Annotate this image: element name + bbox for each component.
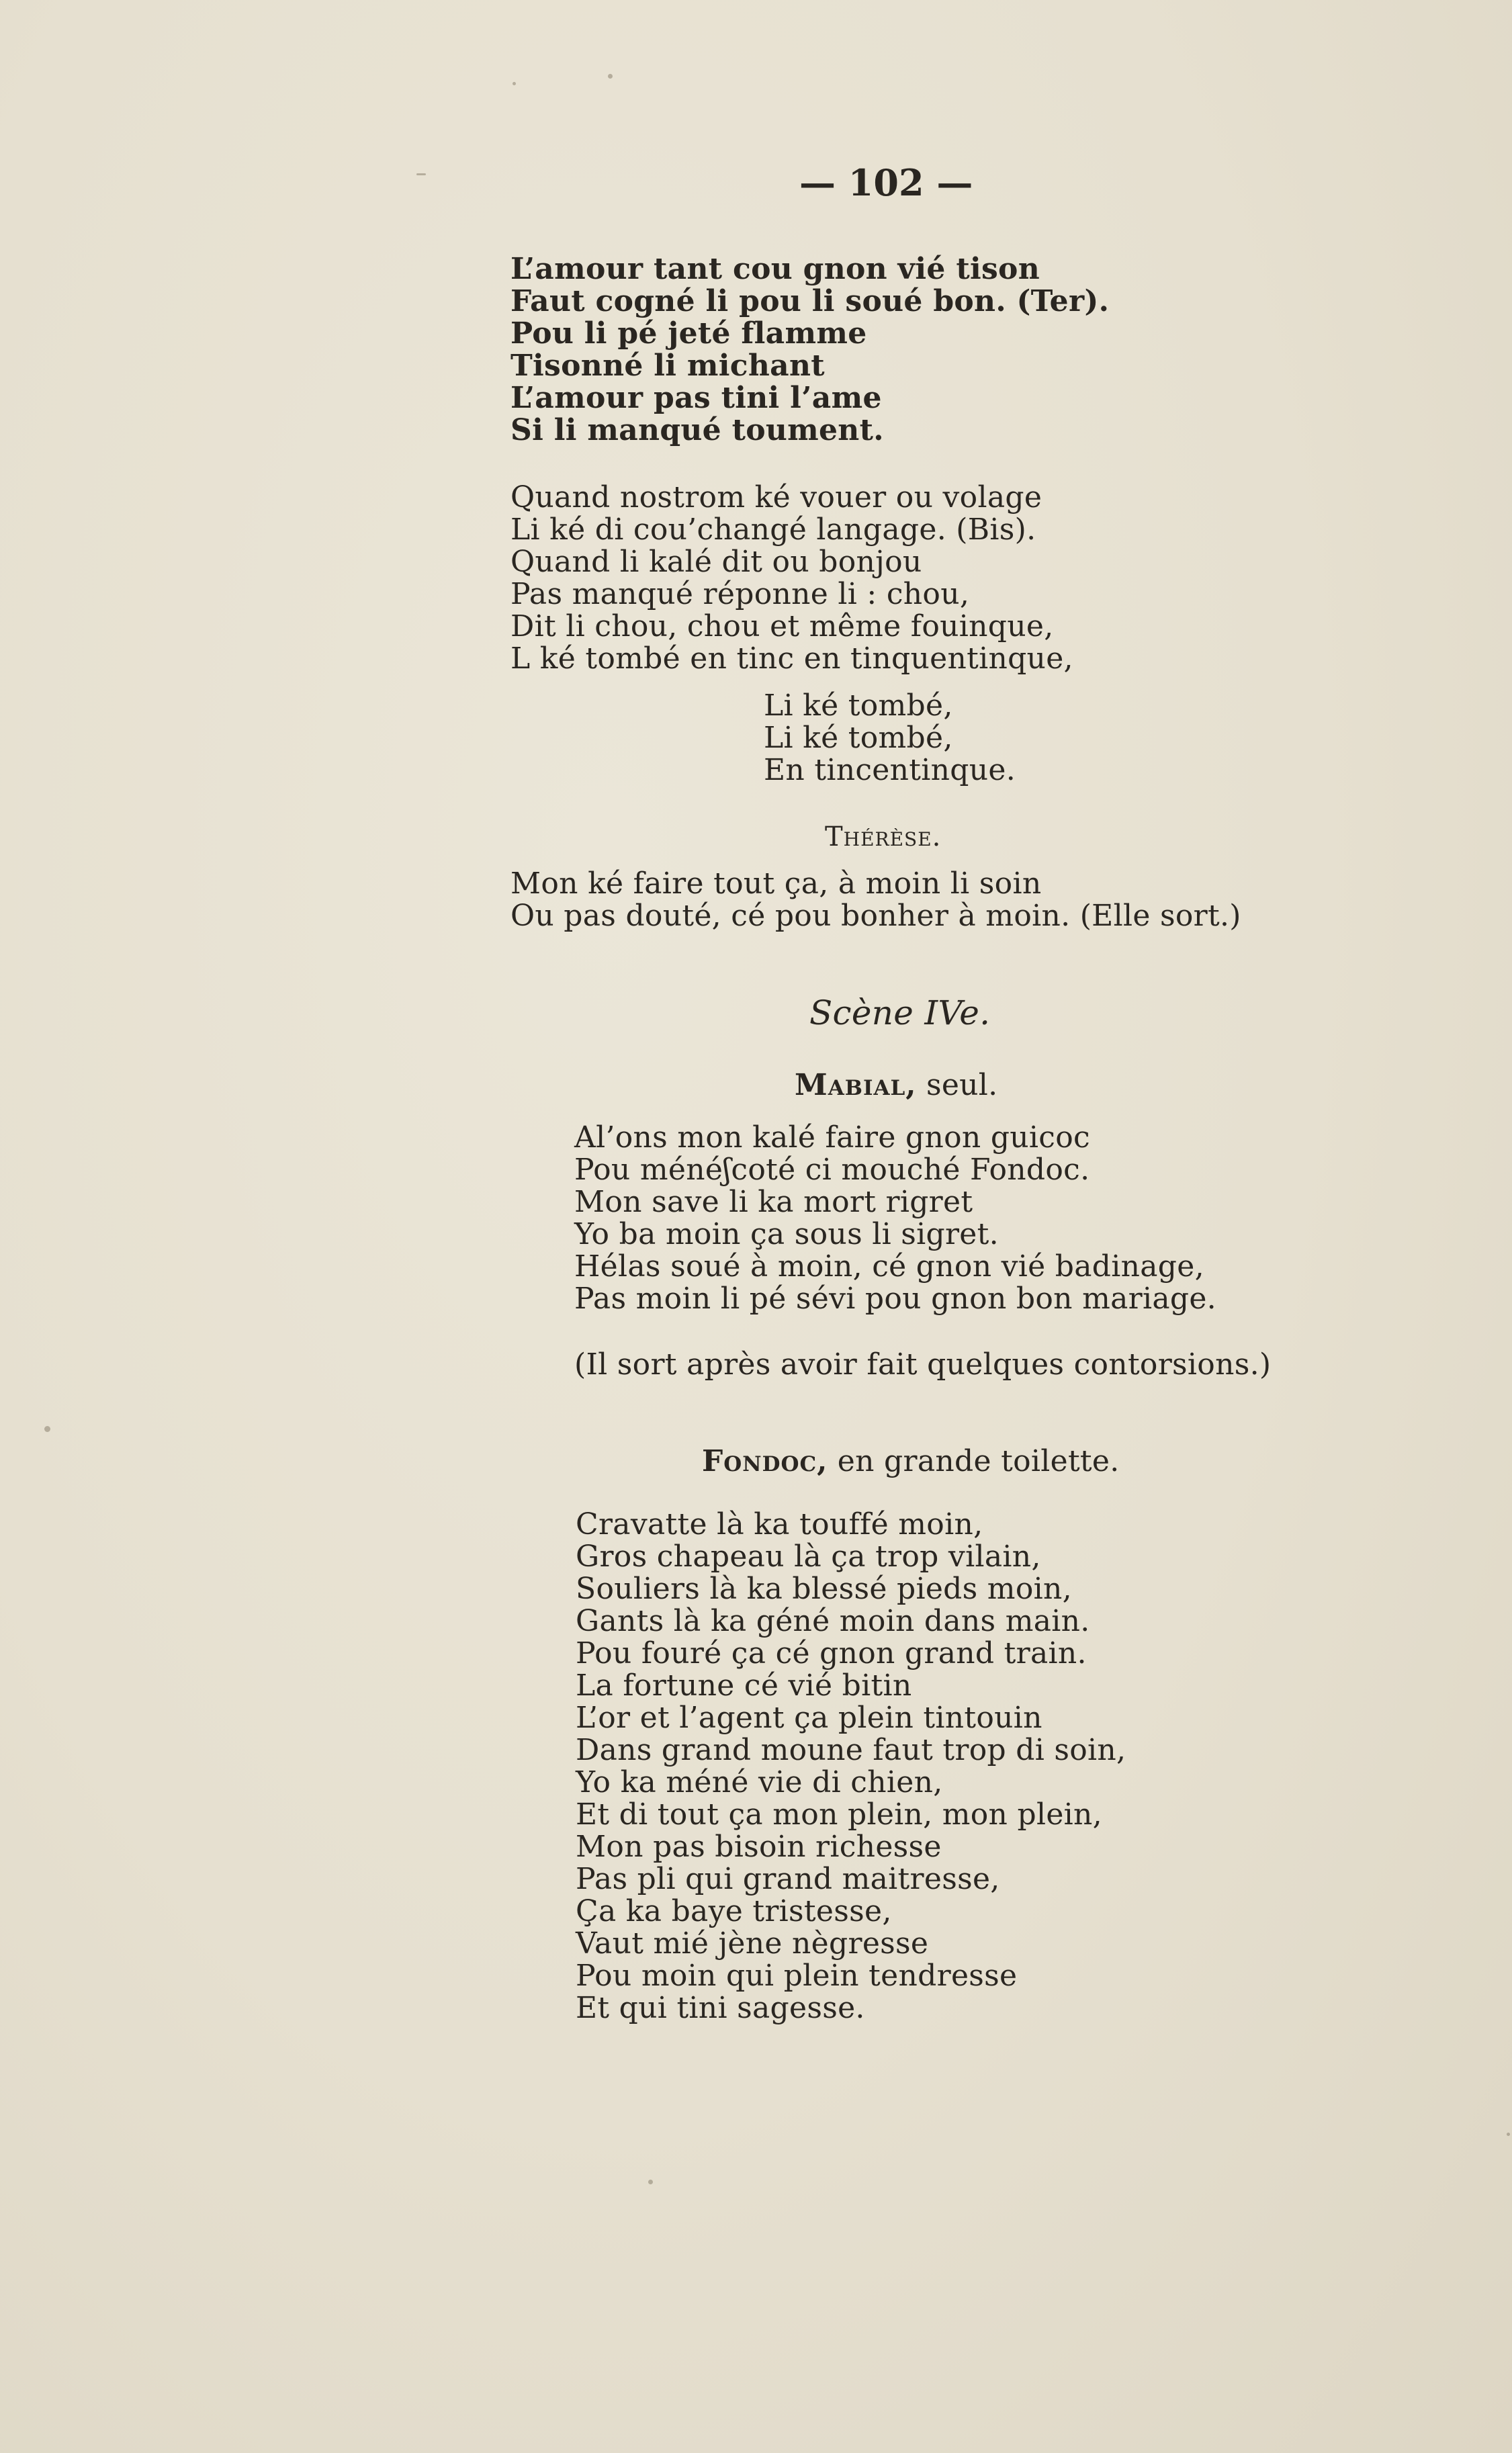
dialogue-line: Pou ménéʃcoté ci mouché Fondoc. [574, 1153, 1090, 1187]
dialogue-line: L’or et l’agent ça plein tintouin [576, 1701, 1042, 1735]
dialogue-line: Pou moin qui plein tendresse [576, 1959, 1018, 1993]
paper-speck [1507, 2133, 1510, 2136]
speaker-heading [702, 1445, 1120, 1478]
verse-line: Si li manqué toument. [510, 413, 884, 447]
dialogue-line: Souliers là ka blessé pieds moin, [576, 1572, 1072, 1606]
dialogue-line: Cravatte là ka touffé moin, [576, 1507, 983, 1542]
dialogue-line: Pas pli qui grand maitresse, [576, 1862, 1000, 1896]
stage-direction: (Il sort après avoir fait quelques contorsions.) [574, 1347, 1272, 1382]
verse-line: Dit li chou, chou et même fouinque, [510, 609, 1054, 643]
verse-line: Li ké di cou’changé langage. (Bis). [510, 512, 1036, 547]
paper-speck [608, 74, 613, 79]
dialogue-line: Mon save li ka mort rigret [574, 1185, 973, 1219]
dialogue-line: Gros chapeau là ça trop vilain, [576, 1540, 1041, 1574]
dialogue-line: Yo ka méné vie di chien, [576, 1765, 943, 1799]
dialogue-line: Hélas soué à moin, cé gnon vié badinage, [574, 1249, 1204, 1284]
dialogue-line: Dans grand moune faut trop di soin, [576, 1733, 1126, 1767]
speaker-name: Fondoc, [702, 1444, 828, 1478]
dialogue-line: La fortune cé vié bitin [576, 1668, 912, 1703]
verse-line: Faut cogné li pou li soué bon. (Ter). [510, 284, 1110, 318]
dialogue-line: Mon pas bisoin richesse [576, 1830, 942, 1864]
verse-line: Quand li kalé dit ou bonjou [510, 545, 922, 579]
refrain-line: Li ké tombé, [764, 688, 953, 723]
verse-line: L ké tombé en tinc en tinquentinque, [510, 641, 1073, 676]
refrain-line: Li ké tombé, [764, 721, 953, 755]
dialogue-line: Pas moin li pé sévi pou gnon bon mariage. [574, 1282, 1216, 1316]
verse-line: Tisonné li michant [510, 349, 825, 383]
verse-line: Quand nostrom ké vouer ou volage [510, 480, 1042, 515]
verse-line: L’amour pas tini l’ame [510, 381, 882, 415]
scene-title: Scène IVe. [809, 993, 991, 1032]
speaker-direction: en grande toilette. [837, 1444, 1120, 1478]
speaker-heading [795, 1069, 997, 1102]
dialogue-line: Vaut mié jène nègresse [576, 1926, 929, 1961]
page-number: — 102 — [799, 161, 973, 204]
dialogue-line: Ou pas douté, cé pou bonher à moin. (Elle sort.) [510, 899, 1241, 933]
dialogue-line: Al’ons mon kalé faire gnon guicoc [574, 1120, 1090, 1155]
speaker-direction: seul. [926, 1068, 998, 1102]
dialogue-line: Et di tout ça mon plein, mon plein, [576, 1797, 1102, 1832]
speaker-name: Mabial, [795, 1068, 917, 1102]
dialogue-line: Gants là ka géné moin dans main. [576, 1604, 1090, 1638]
dialogue-line: Et qui tini sagesse. [576, 1991, 865, 2025]
paper-speck [44, 1426, 50, 1432]
paper-speck [416, 173, 426, 175]
verse-line: Pas manqué réponne li : chou, [510, 577, 970, 611]
dialogue-line: Pou fouré ça cé gnon grand train. [576, 1636, 1087, 1670]
speaker-name: Thérèse. [825, 821, 942, 852]
verse-line: Pou li pé jeté flamme [510, 316, 867, 351]
dialogue-line: Mon ké faire tout ça, à moin li soin [510, 866, 1042, 901]
paper-speck [648, 2180, 653, 2184]
refrain-line: En tincentinque. [764, 753, 1016, 787]
verse-line: L’amour tant cou gnon vié tison [510, 252, 1040, 286]
paper-speck [513, 82, 516, 85]
dialogue-line: Ça ka baye tristesse, [576, 1894, 892, 1928]
dialogue-line: Yo ba moin ça sous li sigret. [574, 1217, 999, 1251]
